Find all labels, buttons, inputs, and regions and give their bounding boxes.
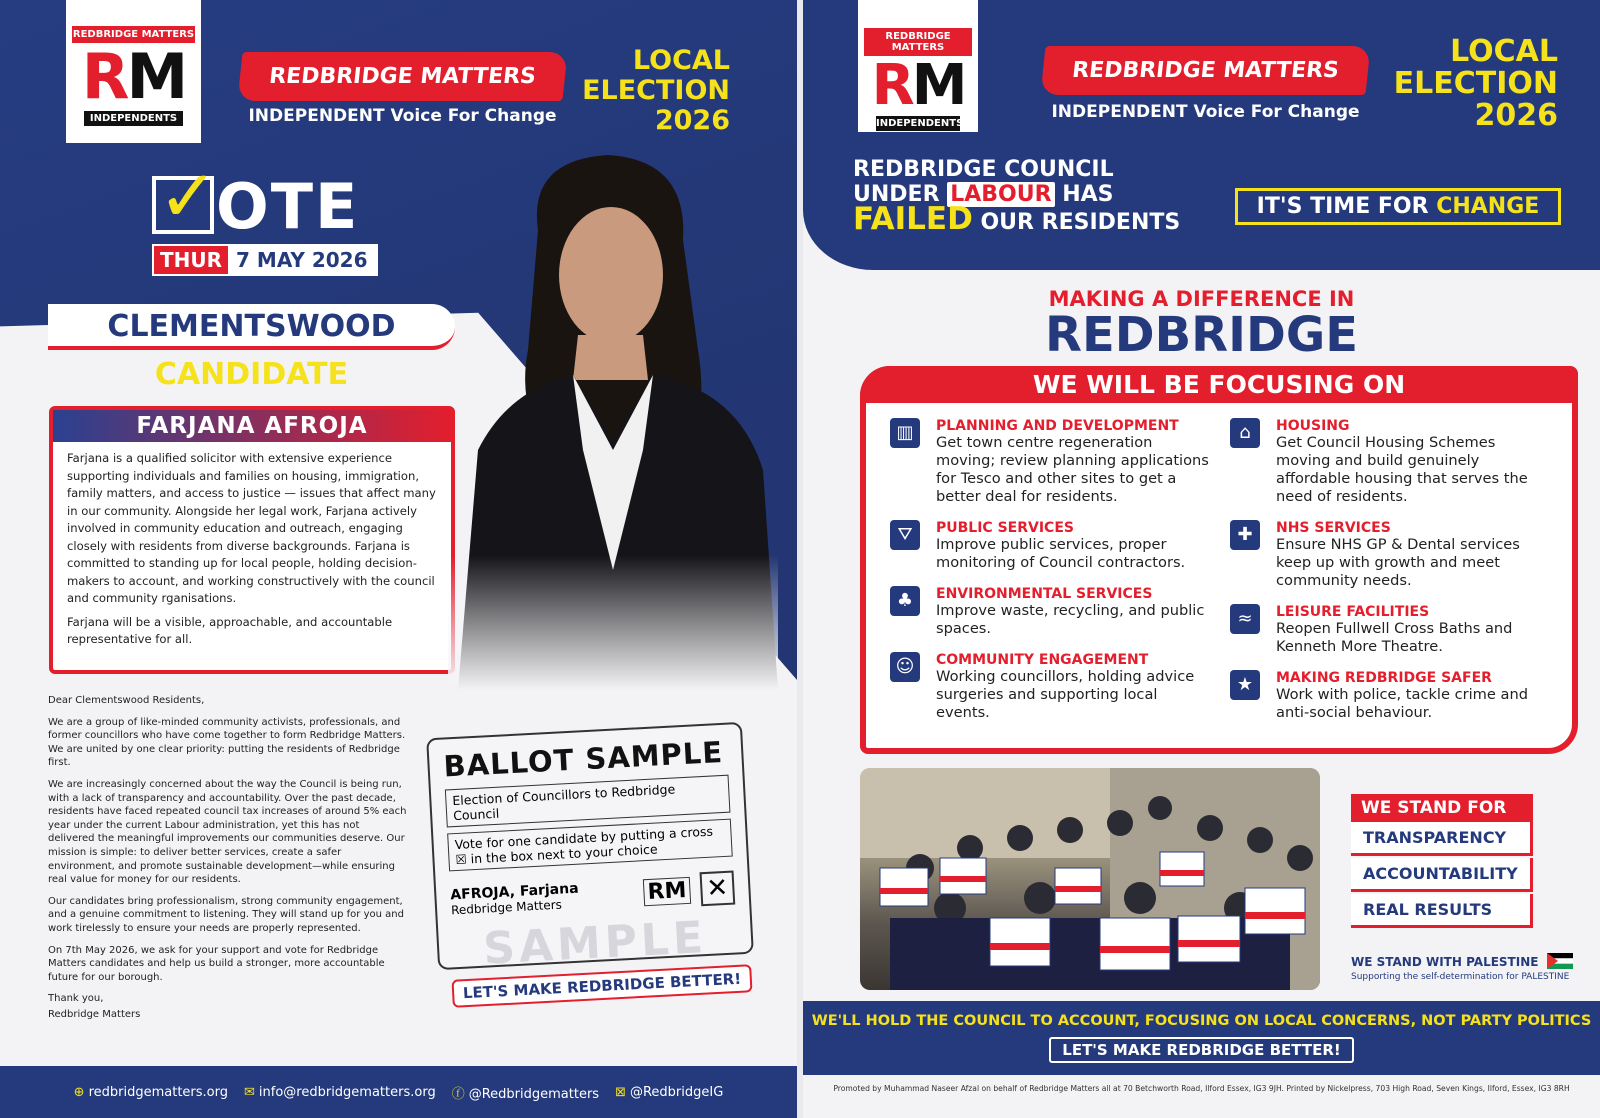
x-link[interactable]: ⊠ @RedbridgeIG (615, 1084, 724, 1100)
swimmer-icon: ≈ (1230, 604, 1260, 634)
palestine-flag-icon (1547, 953, 1573, 969)
redbridge-heading: REDBRIDGE (1044, 307, 1359, 363)
focus-item: ▥ PLANNING AND DEVELOPMENT Get town centre regeneration moving; review planning applications for Tesco and other sites to get a better deal for residents. (890, 418, 1210, 506)
brand-banner: REDBRIDGE MATTERS (237, 52, 567, 101)
slogan-badge: LET'S MAKE REDBRIDGE BETTER! (451, 964, 752, 1008)
back-footer: WE'LL HOLD THE COUNCIL TO ACCOUNT, FOCUSING ON LOCAL CONCERNS, NOT PARTY POLITICS LET'S MAKE REDBRIDGE BETTER! (803, 1001, 1600, 1075)
candidate-label: CANDIDATE (154, 357, 349, 392)
police-badge-icon: ★ (1230, 670, 1260, 700)
x-icon: ⊠ (615, 1084, 626, 1100)
contact-footer (0, 1066, 797, 1118)
slogan-badge: LET'S MAKE REDBRIDGE BETTER! (1049, 1037, 1354, 1063)
house-icon: ⌂ (1230, 418, 1260, 448)
palestine-statement: WE STAND WITH PALESTINE (1351, 953, 1573, 969)
email-link[interactable]: ✉ info@redbridgematters.org (244, 1084, 436, 1100)
road-icon: ⛛ (890, 520, 920, 550)
value-item: TRANSPARENCY (1351, 822, 1533, 856)
vote-heading: ✓OTE (152, 170, 359, 243)
letter-to-residents: Dear Clementswood Residents, We are a group of like-minded community activists, professionals, and former councillors who have come together to form Redbridge Matters. We are united by one clear priority: putting the residents of Redbridge first. We are increasingly concerned about the way the Council is being run, with a lack of transparency and accountability. Over the past decade, residents have faced repeated council tax increases of around 5% each year under the current Labour administration, yet this has not delivered the meaningful improvements our communities deserve. Our mission is simple: to deliver better services, create a safer environment, and promote sustainable development—while ensuring real value for money for our residents. Our candidates bring professionalism, strong community engagement, and a genuine commitment to listening. They will stand up for you and work tirelessly to ensure your needs are properly represented. On 7th May 2026, we ask for your support and vote for Redbridge Matters candidates and help us build a stronger, more accountable future for our borough. Thank you, Redbridge Matters (48, 695, 407, 1020)
focus-title: WE WILL BE FOCUSING ON (860, 366, 1578, 403)
facebook-icon: ⓕ (451, 1086, 465, 1102)
cross-mark-icon: ✕ (700, 871, 736, 907)
focus-item: ≈ LEISURE FACILITIES Reopen Fullwell Cross Baths and Kenneth More Theatre. (1230, 604, 1550, 656)
leaflet-front (0, 0, 797, 1118)
candidate-name: FARJANA AFROJA (53, 410, 451, 442)
focus-item: ♣ ENVIRONMENTAL SERVICES Improve waste, recycling, and public spaces. (890, 586, 1210, 638)
focus-item: ⌂ HOUSING Get Council Housing Schemes moving and build genuinely affordable housing that serves the need of residents. (1230, 418, 1550, 506)
focus-panel (860, 366, 1578, 754)
team-photo (860, 768, 1320, 990)
focus-item: ★ MAKING REDBRIDGE SAFER Work with police, tackle crime and anti-social behaviour. (1230, 670, 1550, 722)
election-date: THUR 7 MAY 2026 (152, 244, 378, 276)
candidate-portrait (448, 150, 778, 690)
election-label: LOCAL ELECTION 2026 (582, 45, 730, 136)
checkbox-tick-icon (152, 176, 214, 234)
election-label: LOCAL ELECTION 2026 (1393, 34, 1558, 133)
medical-cross-icon: ✚ (1230, 520, 1260, 550)
making-difference-heading: MAKING A DIFFERENCE IN (1048, 287, 1355, 311)
people-icon: ☺ (890, 652, 920, 682)
rm-mini-logo: RM (643, 876, 691, 905)
web-link[interactable]: ⊕ redbridgematters.org (73, 1084, 228, 1100)
tree-icon: ♣ (890, 586, 920, 616)
focus-item: ✚ NHS SERVICES Ensure NHS GP & Dental services keep up with growth and meet community needs. (1230, 520, 1550, 590)
leaflet-back (803, 0, 1600, 1118)
labour-failed-message: REDBRIDGE COUNCIL UNDER LABOUR HAS FAILED OUR RESIDENTS (853, 157, 1181, 237)
mail-icon: ✉ (244, 1084, 255, 1100)
brand-banner: REDBRIDGE MATTERS (1040, 46, 1370, 95)
imprint-text: Promoted by Muhammad Naseer Afzal on behalf of Redbridge Matters all at 70 Betchworth Road, Ilford Essex, IG3 9JH. Printed by Nickelpress, 703 High Road, Seven Kings, Ilford, Essex, IG3 8RH (833, 1084, 1570, 1093)
sample-watermark: SAMPLE (481, 912, 709, 975)
value-item: ACCOUNTABILITY (1351, 858, 1533, 892)
value-item: REAL RESULTS (1351, 894, 1533, 928)
rm-logo: REDBRIDGE MATTERS RM INDEPENDENTS (858, 0, 978, 132)
facebook-link[interactable]: ⓕ @Redbridgematters (451, 1086, 600, 1102)
ballot-sample: BALLOT SAMPLE Election of Councillors to Redbridge Council Vote for one candidate by putting a cross ☒ in the box next to your choice AFROJA, Farjana Redbridge Matters RM ✕ SAMPLE (426, 722, 754, 970)
globe-icon: ⊕ (73, 1084, 85, 1100)
candidate-bio: FARJANA AFROJA Farjana is a qualified solicitor with extensive experience supporting individuals and families on housing, immigration, family matters, and access to justice — issues that affect many in our community. Alongside her legal work, Farjana actively involved in community education and outreach, engaging closely with residents from diverse backgrounds. Farjana is committed to standing up for local people, holding decision-makers to account, and working constructively with the council and community rganisations. Farjana will be a visible, approachable, and accountable representative for all. (49, 406, 455, 674)
building-icon: ▥ (890, 418, 920, 448)
time-for-change: IT'S TIME FOR CHANGE (1235, 188, 1561, 225)
focus-item: ☺ COMMUNITY ENGAGEMENT Working councillors, holding advice surgeries and supporting local events. (890, 652, 1210, 722)
tagline: INDEPENDENT Voice For Change (248, 106, 557, 126)
focus-item: ⛛ PUBLIC SERVICES Improve public services, proper monitoring of Council contractors. (890, 520, 1210, 572)
ward-name: CLEMENTSWOOD (48, 304, 455, 350)
palestine-subtitle: Supporting the self-determination for PALESTINE (1351, 972, 1570, 982)
values-box: WE STAND FOR TRANSPARENCY ACCOUNTABILITY REAL RESULTS (1351, 794, 1551, 930)
rm-logo: REDBRIDGE MATTERS RM INDEPENDENTS (66, 0, 201, 143)
tagline: INDEPENDENT Voice For Change (1051, 102, 1360, 122)
